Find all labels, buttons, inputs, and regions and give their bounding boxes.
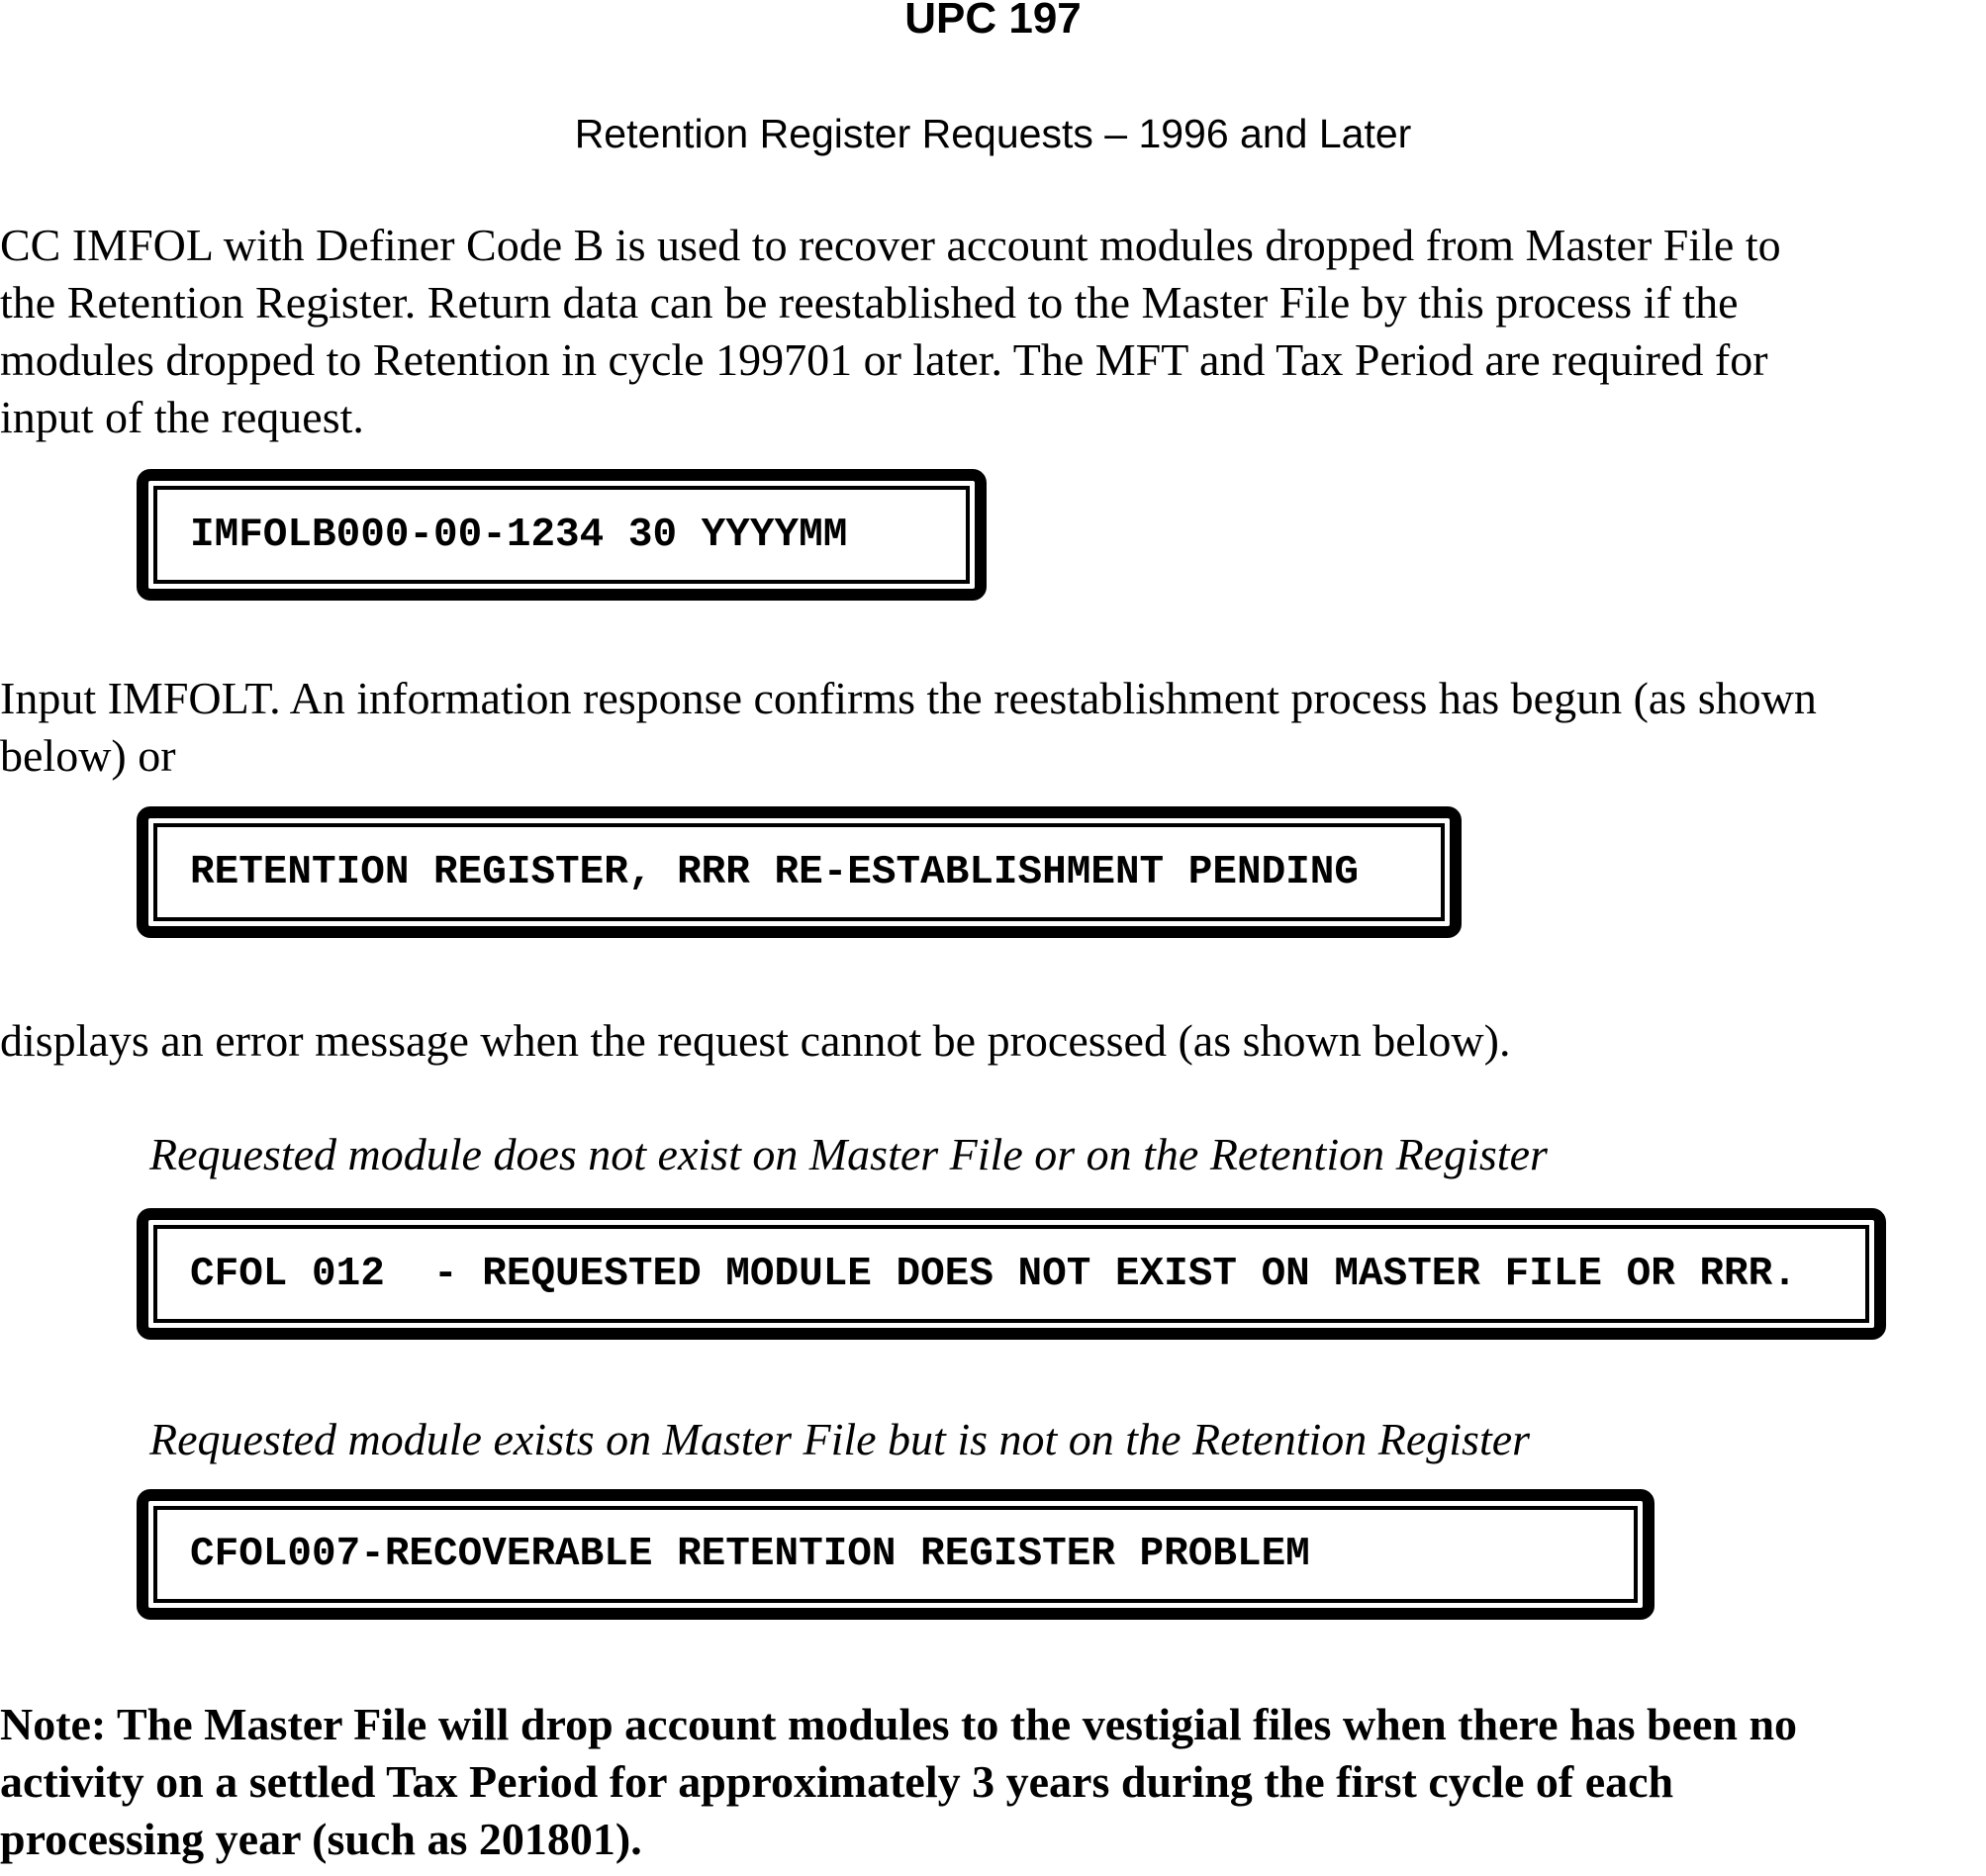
screen-text: RETENTION REGISTER, RRR RE-ESTABLISHMENT PENDING bbox=[153, 823, 1445, 921]
screen-box-error-2 bbox=[137, 1489, 1655, 1620]
text-line: the Retention Register. Return data can be reestablished to the Master File by this process if the bbox=[0, 277, 1739, 328]
text-line: CC IMFOL with Definer Code B is used to recover account modules dropped from Master File to bbox=[0, 220, 1781, 270]
error-caption-1: Requested module does not exist on Master File or on the Retention Register bbox=[149, 1129, 1548, 1179]
text-line: activity on a settled Tax Period for approximately 3 years during the first cycle of each bbox=[0, 1756, 1674, 1807]
screen-text: CFOL 012 - REQUESTED MODULE DOES NOT EXIST ON MASTER FILE OR RRR. bbox=[153, 1225, 1869, 1323]
screen-box-input bbox=[137, 469, 987, 601]
error-caption-2: Requested module exists on Master File but is not on the Retention Register bbox=[149, 1414, 1531, 1464]
intro-paragraph bbox=[0, 217, 1781, 446]
response-paragraph bbox=[0, 670, 1817, 785]
text-line: below) or bbox=[0, 730, 176, 781]
screen-box-error-1 bbox=[137, 1208, 1886, 1340]
text-line: Note: The Master File will drop account modules to the vestigial files when there has been no bbox=[0, 1699, 1798, 1749]
text-line: Input IMFOLT. An information response confirms the reestablishment process has begun (as shown bbox=[0, 673, 1817, 723]
page-title: UPC 197 bbox=[904, 0, 1082, 43]
screen-box-pending bbox=[137, 806, 1462, 938]
note-paragraph bbox=[0, 1696, 1797, 1868]
text-line: modules dropped to Retention in cycle 199701 or later. The MFT and Tax Period are required for bbox=[0, 334, 1768, 385]
screen-text: CFOL007-RECOVERABLE RETENTION REGISTER PROBLEM bbox=[153, 1506, 1638, 1603]
text-line: processing year (such as 201801). bbox=[0, 1814, 642, 1864]
page-subtitle: Retention Register Requests – 1996 and Later bbox=[574, 111, 1412, 156]
screen-text: IMFOLB000-00-1234 30 YYYYMM bbox=[153, 486, 970, 584]
text-line: input of the request. bbox=[0, 392, 364, 442]
error-intro: displays an error message when the request cannot be processed (as shown below). bbox=[0, 1015, 1511, 1066]
